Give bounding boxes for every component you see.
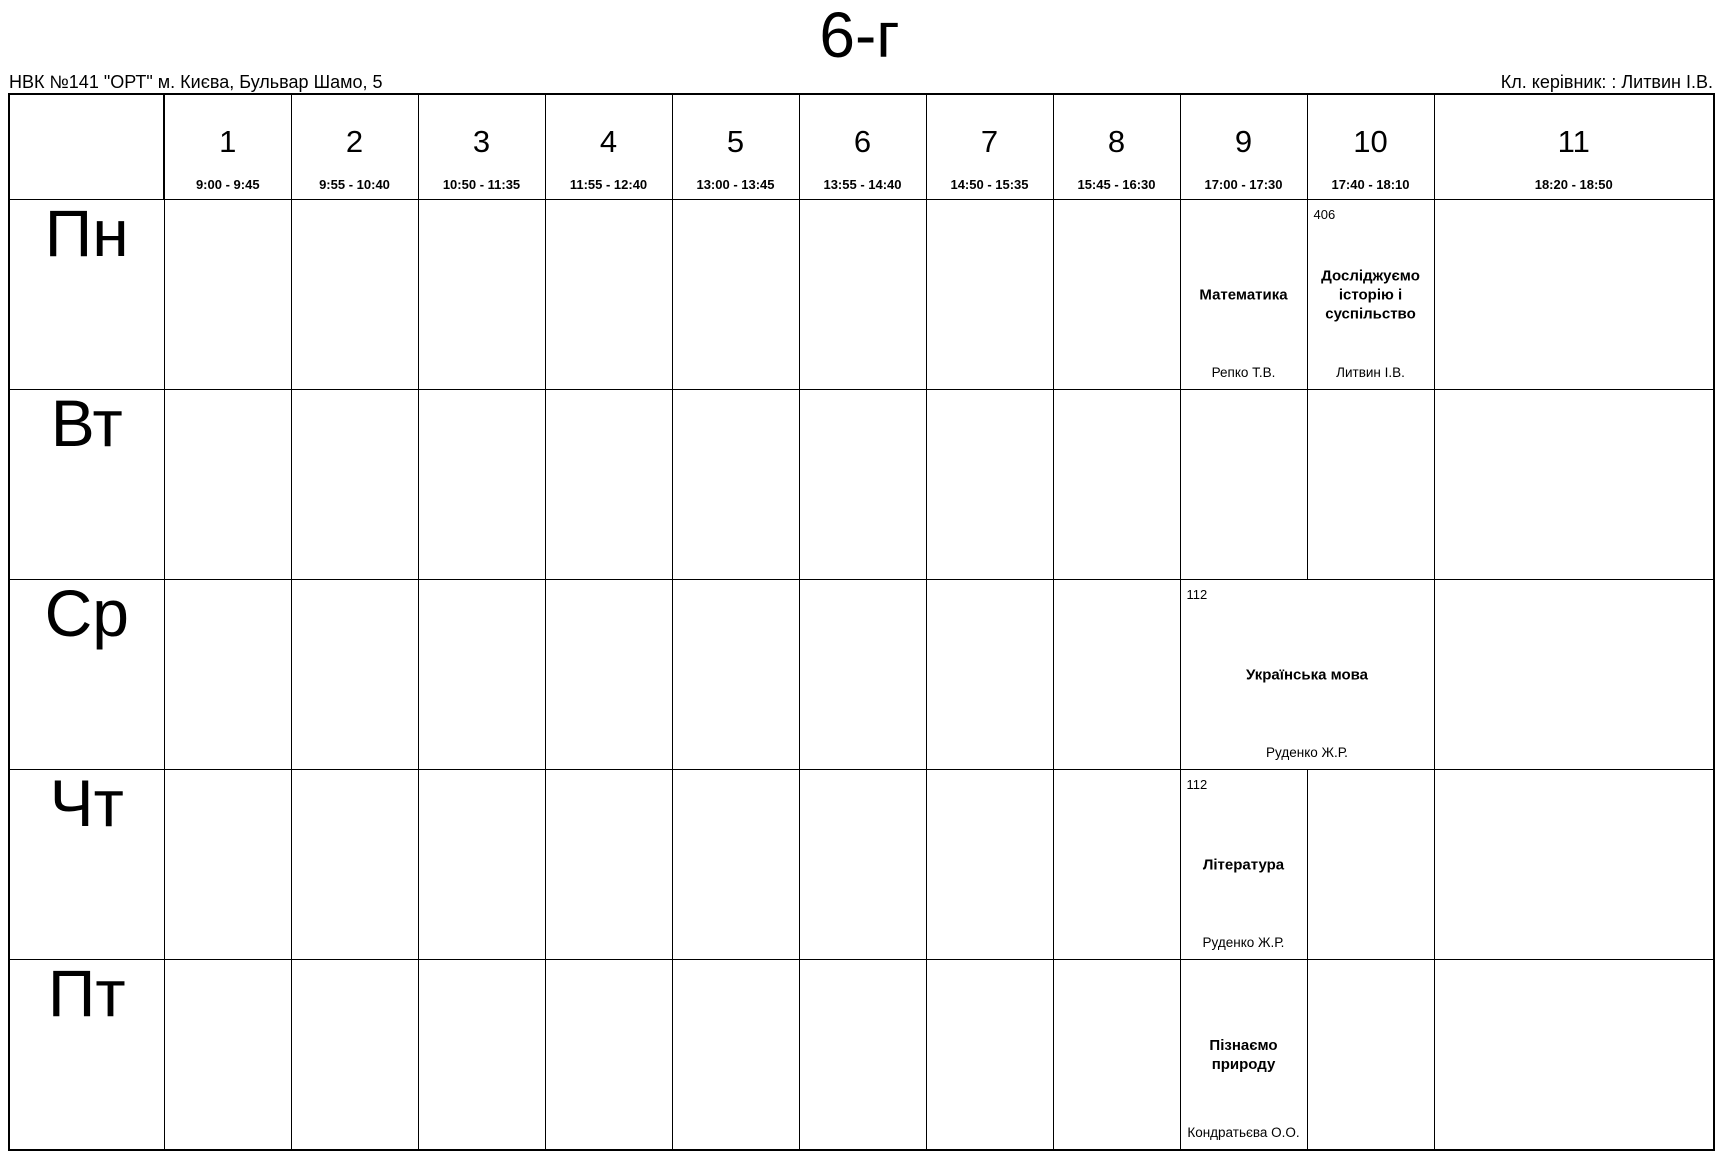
lesson-card [1308, 200, 1434, 389]
empty-cell [1307, 770, 1434, 960]
empty-cell [672, 960, 799, 1151]
period-header-3 [418, 94, 545, 200]
empty-cell [1053, 200, 1180, 390]
period-header-5 [672, 94, 799, 200]
empty-cell [164, 200, 291, 390]
period-time: 9:55 - 10:40 [319, 177, 390, 192]
empty-cell [418, 580, 545, 770]
empty-cell [164, 580, 291, 770]
empty-cell [799, 770, 926, 960]
period-number: 3 [472, 124, 491, 159]
lesson-teacher: Репко Т.В. [1211, 365, 1276, 380]
period-number: 4 [599, 124, 618, 159]
period-number: 7 [980, 124, 999, 159]
period-time: 17:00 - 17:30 [1204, 177, 1283, 192]
lesson-teacher: Руденко Ж.Р. [1202, 935, 1285, 950]
period-header-8 [1053, 94, 1180, 200]
lesson-subject: Пізнаємо природу [1209, 1036, 1278, 1073]
lesson-card [1181, 200, 1307, 389]
period-time: 11:55 - 12:40 [569, 177, 648, 192]
empty-cell [1180, 390, 1307, 580]
period-header-7 [926, 94, 1053, 200]
day-label: Ср [9, 580, 164, 770]
day-label: Чт [9, 770, 164, 960]
empty-cell [291, 390, 418, 580]
empty-cell [545, 580, 672, 770]
lesson-card [1181, 770, 1307, 959]
timetable-grid [8, 93, 1715, 1151]
empty-cell [799, 200, 926, 390]
empty-cell [545, 770, 672, 960]
empty-cell [545, 200, 672, 390]
lesson-card [1181, 960, 1307, 1149]
empty-cell [926, 770, 1053, 960]
lesson-room: 406 [1313, 207, 1336, 222]
empty-cell [1053, 390, 1180, 580]
period-time: 13:00 - 13:45 [696, 177, 775, 192]
empty-cell [291, 770, 418, 960]
period-header-1 [164, 94, 291, 200]
empty-cell [1434, 770, 1714, 960]
empty-cell [418, 960, 545, 1151]
empty-cell [672, 770, 799, 960]
lesson-teacher: Кондратьєва О.О. [1187, 1125, 1300, 1140]
lesson-subject: Література [1202, 856, 1285, 873]
lesson-room: 112 [1186, 777, 1208, 792]
empty-cell [545, 390, 672, 580]
empty-cell [799, 960, 926, 1151]
lesson-subject: Математика [1199, 286, 1288, 303]
lesson-cell[interactable] [1180, 770, 1307, 960]
period-time: 13:55 - 14:40 [823, 177, 902, 192]
lesson-room: 112 [1186, 587, 1208, 602]
corner-cell [9, 94, 164, 200]
lesson-cell[interactable] [1180, 960, 1307, 1151]
empty-cell [1307, 960, 1434, 1151]
lesson-subject: Досліджуємо історію і суспільство [1321, 267, 1420, 322]
day-row [9, 390, 1714, 580]
empty-cell [1434, 200, 1714, 390]
period-header-2 [291, 94, 418, 200]
empty-cell [1053, 580, 1180, 770]
period-number: 9 [1234, 124, 1253, 159]
header-row [9, 94, 1714, 200]
class-teacher: Кл. керівник: : Литвин І.В. [1500, 72, 1713, 92]
empty-cell [418, 390, 545, 580]
period-number: 2 [345, 124, 364, 159]
empty-cell [672, 580, 799, 770]
empty-cell [1434, 960, 1714, 1151]
period-time: 9:00 - 9:45 [195, 177, 260, 192]
period-header-9 [1180, 94, 1307, 200]
school-name: НВК №141 "ОРТ" м. Києва, Бульвар Шамо, 5 [9, 72, 383, 92]
period-number: 6 [853, 124, 872, 159]
empty-cell [799, 390, 926, 580]
day-label: Пт [9, 960, 164, 1151]
empty-cell [1434, 580, 1714, 770]
period-time: 18:20 - 18:50 [1534, 177, 1613, 192]
empty-cell [291, 960, 418, 1151]
empty-cell [164, 770, 291, 960]
empty-cell [926, 200, 1053, 390]
lesson-teacher: Литвин І.В. [1336, 365, 1405, 380]
empty-cell [926, 580, 1053, 770]
period-time: 14:50 - 15:35 [950, 177, 1029, 192]
empty-cell [799, 580, 926, 770]
empty-cell [1434, 390, 1714, 580]
period-header-6 [799, 94, 926, 200]
empty-cell [164, 390, 291, 580]
empty-cell [672, 390, 799, 580]
period-header-10 [1307, 94, 1434, 200]
empty-cell [1307, 390, 1434, 580]
lesson-teacher: Руденко Ж.Р. [1266, 745, 1348, 760]
empty-cell [672, 200, 799, 390]
period-header-11 [1434, 94, 1714, 200]
period-number: 8 [1107, 124, 1126, 159]
empty-cell [1053, 770, 1180, 960]
day-label: Пн [9, 200, 164, 390]
lesson-cell[interactable] [1180, 580, 1434, 770]
lesson-subject: Українська мова [1245, 666, 1369, 683]
day-row [9, 200, 1714, 390]
lesson-cell[interactable] [1180, 200, 1307, 390]
empty-cell [545, 960, 672, 1151]
lesson-cell[interactable] [1307, 200, 1434, 390]
day-row [9, 770, 1714, 960]
day-label: Вт [9, 390, 164, 580]
period-time: 17:40 - 18:10 [1331, 177, 1410, 192]
empty-cell [291, 580, 418, 770]
empty-cell [418, 770, 545, 960]
empty-cell [418, 200, 545, 390]
page-title: 6-г [819, 0, 900, 71]
period-number: 10 [1353, 124, 1388, 159]
period-time: 15:45 - 16:30 [1077, 177, 1156, 192]
empty-cell [926, 390, 1053, 580]
empty-cell [291, 200, 418, 390]
period-number: 11 [1557, 124, 1590, 159]
period-number: 1 [219, 124, 237, 159]
empty-cell [1053, 960, 1180, 1151]
empty-cell [164, 960, 291, 1151]
empty-cell [926, 960, 1053, 1151]
day-row [9, 960, 1714, 1151]
period-header-4 [545, 94, 672, 200]
day-row [9, 580, 1714, 770]
lesson-card [1181, 580, 1434, 769]
period-number: 5 [726, 124, 745, 159]
period-time: 10:50 - 11:35 [442, 177, 521, 192]
